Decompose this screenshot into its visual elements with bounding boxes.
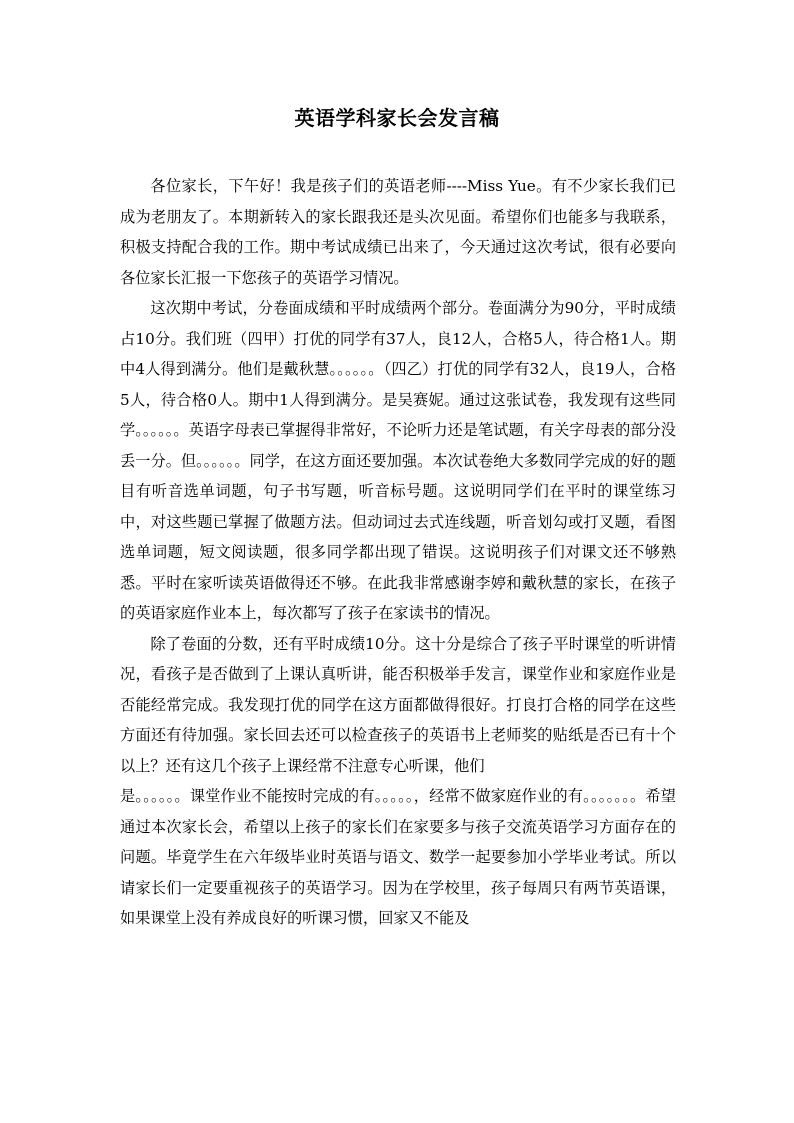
document-title: 英语学科家长会发言稿 bbox=[294, 106, 500, 130]
document-body bbox=[120, 171, 676, 934]
paragraph-greeting: 各位家长，下午好！我是孩子们的英语老师----Miss Yue。有不少家长我们已成为老朋友了。本期新转入的家长跟我还是头次见面。希望你们也能多与我联系，积极支持配合我的工作。期中考试成绩已出来了，今天通过这次考试，很有必要向各位家长汇报一下您孩子的英语学习情况。 bbox=[120, 177, 676, 287]
paragraph-continuation: 是。。。。。。课堂作业不能按时完成的有。。。。。，经常不做家庭作业的有。。。。。。。希望通过本次家长会，希望以上孩子的家长们在家要多与孩子交流英语学习方面存在的问题。毕竟学生在六年级毕业时英语与语文、数学一起要参加小学毕业考试。所以请家长们一定要重视孩子的英语学习。因为在学校里，孩子每周只有两节英语课，如果课堂上没有养成良好的听课习惯，回家又不能及 bbox=[120, 787, 676, 927]
paragraph-regular-scores: 除了卷面的分数，还有平时成绩10分。这十分是综合了孩子平时课堂的听讲情况，看孩子是否做到了上课认真听讲，能否积极举手发言，课堂作业和家庭作业是否能经常完成。我发现打优的同学在这方面都做得很好。打良打合格的同学在这些方面还有待加强。家长回去还可以检查孩子的英语书上老师奖的贴纸是否已有十个以上？还有这几个孩子上课经常不注意专心听课，他们 bbox=[120, 634, 676, 775]
paragraph-exam-results: 这次期中考试，分卷面成绩和平时成绩两个部分。卷面满分为90分，平时成绩占10分。我们班（四甲）打优的同学有37人，良12人，合格5人，待合格1人。期中4人得到满分。他们是戴秋慧。。。。。。（四乙）打优的同学有32人，良19人，合格5人，待合格0人。期中1人得到满分。是吴赛妮。通过这张试卷，我发现有这些同学。。。。。。英语字母表已掌握得非常好，不论听力还是笔试题，有关字母表的部分没丢一分。但。。。。。。同学，在这方面还要加强。本次试卷绝大多数同学完成的好的题目有听音选单词题，句子书写题，听音标号题。这说明同学们在平时的课堂练习中，对这些题已掌握了做题方法。但动词过去式连线题，听音划勾或打叉题，看图选单词题，短文阅读题，很多同学都出现了错误。这说明孩子们对课文还不够熟悉。平时在家听读英语做得还不够。在此我非常感谢李婷和戴秋慧的家长，在孩子的英语家庭作业本上，每次都写了孩子在家读书的情况。 bbox=[120, 299, 676, 622]
